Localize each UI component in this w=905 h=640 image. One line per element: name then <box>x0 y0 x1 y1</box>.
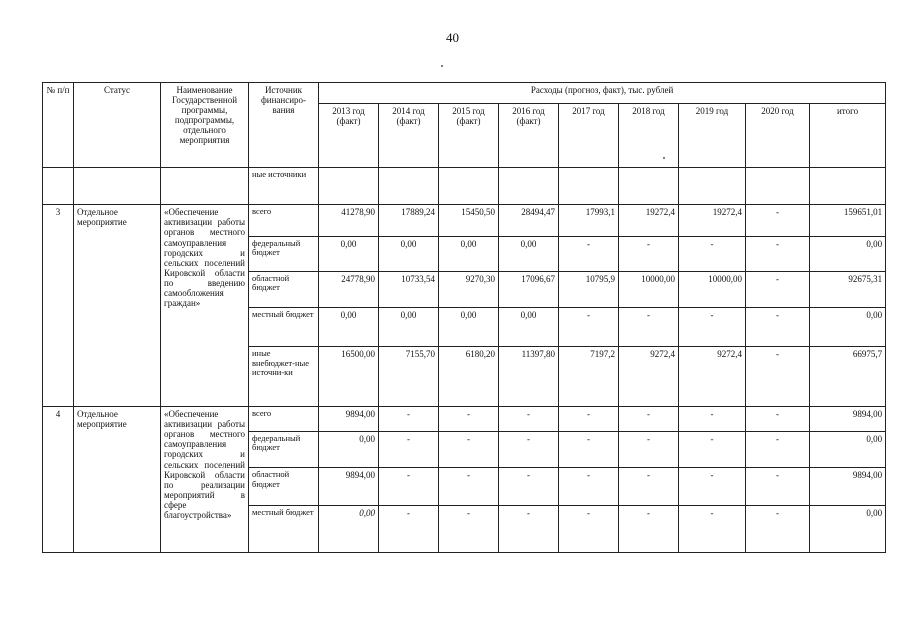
scan-dot <box>441 65 443 67</box>
total-cell: 0,00 <box>810 506 886 553</box>
value-cell: - <box>619 407 679 431</box>
value-cell: - <box>439 407 499 431</box>
source-cell: областной бюджет <box>249 468 319 506</box>
header-row <box>43 83 886 104</box>
value-cell: - <box>379 468 439 506</box>
value-cell: - <box>679 506 746 553</box>
header-num: № п/п <box>43 83 74 168</box>
value-cell: - <box>379 431 439 468</box>
total-cell: 159651,01 <box>810 205 886 237</box>
page-number: 40 <box>446 30 459 45</box>
value-cell: 0,00 <box>319 308 379 347</box>
value-cell: - <box>499 407 559 431</box>
value-cell: 10000,00 <box>619 271 679 308</box>
header-source: Источник финансиро-вания <box>249 83 319 168</box>
total-cell: 0,00 <box>810 308 886 347</box>
value-cell: - <box>619 468 679 506</box>
value-cell: 10795,9 <box>559 271 619 308</box>
total-cell: 9894,00 <box>810 407 886 431</box>
value-cell: 41278,90 <box>319 205 379 237</box>
value-cell: 9272,4 <box>619 347 679 407</box>
value-cell: 11397,80 <box>499 347 559 407</box>
value-cell: - <box>379 506 439 553</box>
budget-table <box>42 82 886 553</box>
total-cell: 0,00 <box>810 236 886 271</box>
row-number: 4 <box>43 407 74 553</box>
source-cell: федеральный бюджет <box>249 431 319 468</box>
value-cell: - <box>746 205 810 237</box>
value-cell: 9270,30 <box>439 271 499 308</box>
value-cell: - <box>619 431 679 468</box>
header-year: 2013 год (факт) <box>319 104 379 167</box>
status-cell: Отдельное мероприятие <box>74 407 161 553</box>
value-cell: - <box>746 347 810 407</box>
value-cell: 9894,00 <box>319 468 379 506</box>
value-cell: - <box>619 506 679 553</box>
status-cell: Отдельное мероприятие <box>74 205 161 407</box>
source-cell: местный бюджет <box>249 506 319 553</box>
value-cell: - <box>559 308 619 347</box>
value-cell: 0,00 <box>439 308 499 347</box>
value-cell: - <box>499 431 559 468</box>
value-cell: - <box>679 468 746 506</box>
source-cell: ные источники <box>249 167 319 205</box>
header-expenses: Расходы (прогноз, факт), тыс. рублей <box>319 83 886 104</box>
measure-name: «Обеспечение активизации работы органов местного самоуправления городских и сельских поселений Кировской области по введению самообложения граждан» <box>161 205 249 407</box>
value-cell: 10000,00 <box>679 271 746 308</box>
value-cell: - <box>619 236 679 271</box>
total-cell: 9894,00 <box>810 468 886 506</box>
value-cell: 0,00 <box>319 431 379 468</box>
value-cell: 0,00 <box>319 236 379 271</box>
header-year: 2015 год (факт) <box>439 104 499 167</box>
total-cell: 0,00 <box>810 431 886 468</box>
table-row <box>43 205 886 237</box>
source-cell: федеральный бюджет <box>249 236 319 271</box>
value-cell: - <box>499 506 559 553</box>
value-cell: - <box>746 407 810 431</box>
value-cell: - <box>499 468 559 506</box>
value-cell: - <box>679 407 746 431</box>
value-cell: 19272,4 <box>679 205 746 237</box>
source-cell: местный бюджет <box>249 308 319 347</box>
value-cell: - <box>439 431 499 468</box>
value-cell: 28494,47 <box>499 205 559 237</box>
value-cell: - <box>679 431 746 468</box>
value-cell: 0,00 <box>319 506 379 553</box>
value-cell: 15450,50 <box>439 205 499 237</box>
value-cell: - <box>439 506 499 553</box>
value-cell: 9272,4 <box>679 347 746 407</box>
value-cell: 0,00 <box>379 236 439 271</box>
value-cell: - <box>679 236 746 271</box>
value-cell: 17889,24 <box>379 205 439 237</box>
value-cell: - <box>746 431 810 468</box>
value-cell: - <box>619 308 679 347</box>
value-cell: 9894,00 <box>319 407 379 431</box>
header-year: 2016 год (факт) <box>499 104 559 167</box>
value-cell: - <box>679 308 746 347</box>
header-year: 2014 год (факт) <box>379 104 439 167</box>
measure-name: «Обеспечение активизации работы органов местного самоуправления городских и сельских поселений Кировской области по реализации мероприятий в сфере благоустройства» <box>161 407 249 553</box>
value-cell: 0,00 <box>499 236 559 271</box>
value-cell: 17993,1 <box>559 205 619 237</box>
value-cell: - <box>379 407 439 431</box>
source-cell: областной бюджет <box>249 271 319 308</box>
value-cell: - <box>746 271 810 308</box>
value-cell: 16500,00 <box>319 347 379 407</box>
total-cell: 66975,7 <box>810 347 886 407</box>
value-cell: - <box>746 308 810 347</box>
header-status: Статус <box>74 83 161 168</box>
value-cell: 0,00 <box>439 236 499 271</box>
value-cell: - <box>439 468 499 506</box>
header-year: 2020 год <box>746 104 810 167</box>
header-year: 2019 год <box>679 104 746 167</box>
value-cell: - <box>559 506 619 553</box>
value-cell: - <box>559 407 619 431</box>
value-cell: - <box>746 236 810 271</box>
table-row <box>43 167 886 205</box>
value-cell: - <box>559 236 619 271</box>
table-row <box>43 407 886 431</box>
header-year: 2018 год <box>619 104 679 167</box>
value-cell: 24778,90 <box>319 271 379 308</box>
value-cell: - <box>746 468 810 506</box>
total-cell: 92675,31 <box>810 271 886 308</box>
value-cell: - <box>559 468 619 506</box>
value-cell: 19272,4 <box>619 205 679 237</box>
value-cell: - <box>559 431 619 468</box>
source-cell: иные внебюджет-ные источни-ки <box>249 347 319 407</box>
row-number: 3 <box>43 205 74 407</box>
source-cell: всего <box>249 407 319 431</box>
header-total: итого <box>810 104 886 167</box>
value-cell: - <box>746 506 810 553</box>
value-cell: 0,00 <box>379 308 439 347</box>
value-cell: 6180,20 <box>439 347 499 407</box>
value-cell: 17096,67 <box>499 271 559 308</box>
value-cell: 7155,70 <box>379 347 439 407</box>
source-cell: всего <box>249 205 319 237</box>
header-year: 2017 год <box>559 104 619 167</box>
header-name: Наименование Государственной программы, подпрограммы, отдельного мероприятия <box>161 83 249 168</box>
value-cell: 10733,54 <box>379 271 439 308</box>
value-cell: 0,00 <box>499 308 559 347</box>
value-cell: 7197,2 <box>559 347 619 407</box>
